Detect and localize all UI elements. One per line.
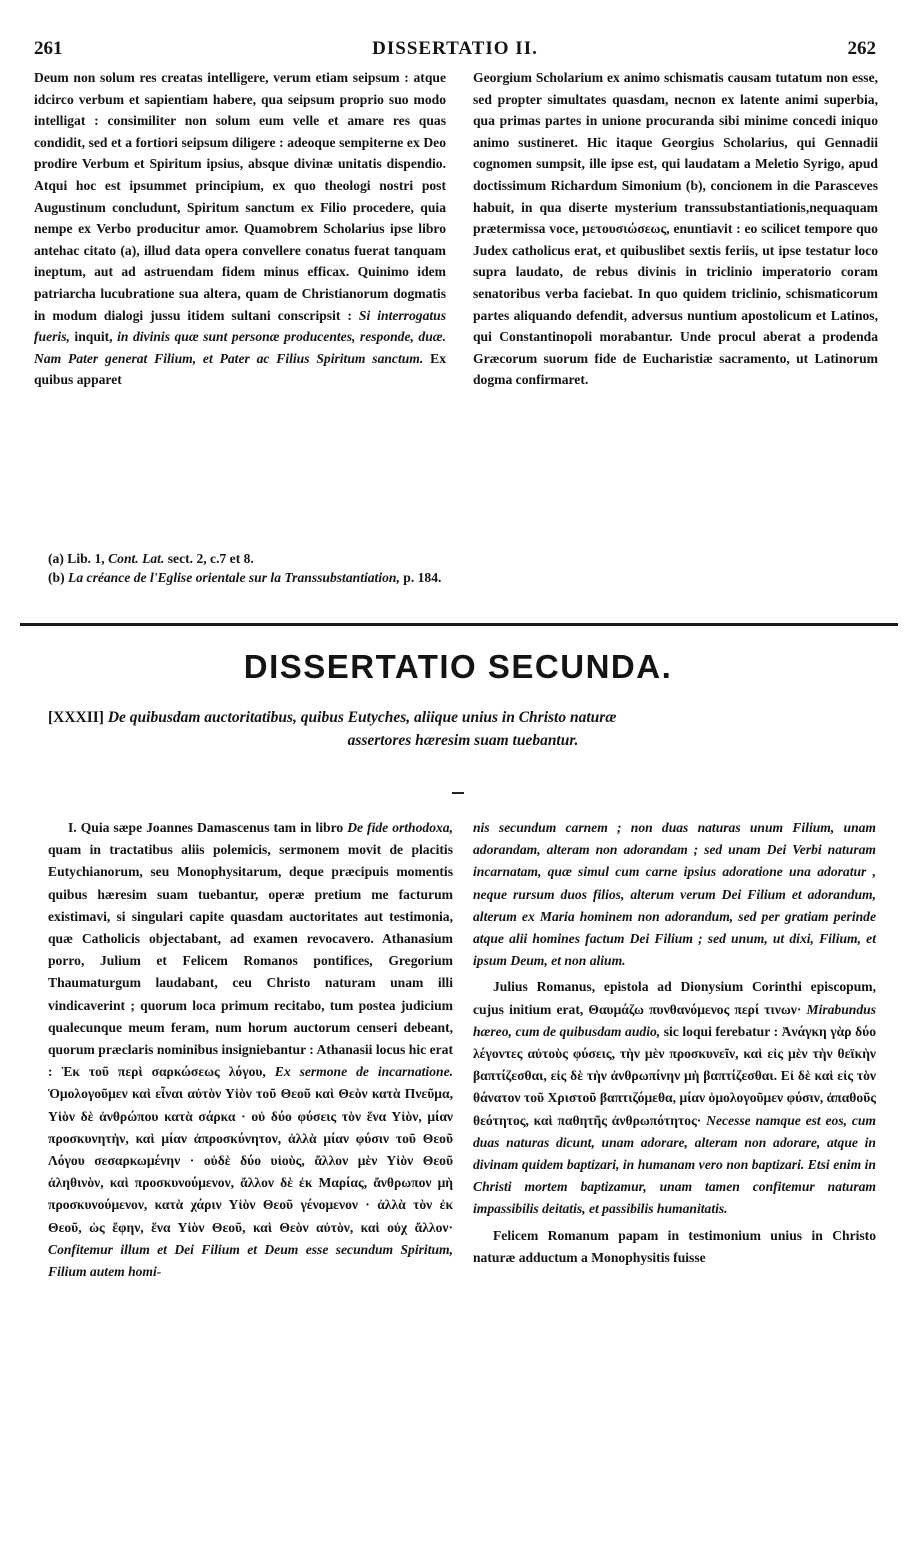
footnotes [48,549,878,587]
dissertation-title: DISSERTATIO SECUNDA. [243,648,673,685]
italic-run: Ex sermone de incarnatione. [274,1064,453,1080]
footnote-mark: (a) [48,551,64,566]
running-title: DISSERTATIO II. [372,38,538,59]
section-heading [48,706,878,752]
running-head [34,38,876,64]
section-number: [XXXII] [48,709,104,726]
footnote-italic: La créance de l'Eglise orientale sur la Transsubstantiation, [68,570,400,585]
italic-run: nis secundum carnem ; non duas naturas unum Filium, unam adorandam, alteram non adorandam ; sed unam Dei Verbi naturam incarnatam, quæ simul cum carne ipsius adoratione una adoratur , neque rursum duos filios, alterum verum Dei Filium et adorandum, alterum ex Maria hominem non adorandum, sed per gratiam perinde atque alii homines factum Dei Filium ; sed unum, ut dixi, Filium, et ipsum Deum, et non alium. [473,820,876,969]
footnote-text: p. 184. [403,570,442,585]
greek-run: Ἐκ τοῦ περὶ σαρκώσεως λόγου, [61,1064,266,1080]
top-left-paragraph [34,67,446,391]
italic-run: De fide orthodoxa, [347,820,454,835]
text-run: Georgium Scholarium ex animo schismatis causam tutatum non esse, sed propter simultates quasdam, necnon ex latente animi superbia, qua primas partes in unione procuranda sibi minime concedi iniquo animo sustineret. Hic itaque Georgius Scholarius, qui Gennadii cognomen sumpsit, ille ipse est, qui laudatam a Meletio Syrigo, apud doctissimum Richardum Simonium (b), concionem in die Parasceves habuit, in qua diserte mysterium transsubstantiationis,nequaquam prætermissa voce, [473,70,878,237]
page-number-left: 261 [34,38,63,59]
paragraph-1-continued [473,817,876,972]
italic-run: Necesse namque est eos, cum duas naturas dicunt, unam adorare, alteram non adorare, atque in divinam quidem baptizari, in humanam vero non baptizari. Etsi enim in Christi mortem baptizamur, unam tamen confitemur naturam impassibilis deitatis, et passibilis humanitatis. [473,1112,876,1217]
italic-run: Confitemur illum et Dei Filium et Deum esse secundum Spiritum, Filium autem homi- [48,1241,453,1280]
bottom-right-column [473,817,876,1269]
page-number-right: 262 [847,38,876,59]
italic-run: in divinis quæ sunt personæ producentes, responde, duæ. Nam Pater generat Filium, et Pater ac Filius Spiritum sanctum. [34,329,446,366]
text-run: Quia sæpe Joannes Damascenus tam in libro [80,820,344,835]
section-title-line1: De quibusdam auctoritatibus, quibus Eutyches, aliique unius in Christo naturæ [107,709,617,726]
text-run: Felicem Romanum papam in testimonium unius in Christo naturæ adductum a Monophysitis fuisse [473,1227,876,1265]
text-run: Ex quibus apparet [34,350,446,388]
greek-run: Θαυμάζω πυνθανόμενος περί τινων· [588,1001,802,1017]
greek-run: Ὁμολογοῦμεν καὶ εἶναι αὐτὸν Υἱὸν τοῦ Θεοῦ καὶ Θεὸν κατὰ Πνεῦμα, Υἱὸν δὲ ἀνθρώπου κατὰ σάρκα · οὐ δύο φύσεις τὸν ἕνα Υἱὸν, μίαν προσκυνητὴν, καὶ μίαν ἀπροσκύνητον, ἀλλὰ μίαν φύσιν τοῦ Θεοῦ Λόγου σεσαρκωμένην · οὐδὲ δύο υἱοὺς, ἄλλον μὲν Υἱὸν Θεοῦ ἀληθινὸν, καὶ προσκυνούμενον, ἄλλον δὲ ἐκ Μαρίας, ἄνθρωπον μὴ προσκυνούμενον, κατὰ χάριν Υἱὸν Θεοῦ γένομενον · ἀλλὰ τὸν ἐκ Θεοῦ, ὡς ἔφην, ἕνα Υἱὸν Θεοῦ, καὶ Θεὸν αὐτὸν, καὶ οὐχ ἄλλον· [48,1086,453,1235]
horizontal-rule [20,623,898,626]
paragraph-felix [473,1225,876,1269]
text-run: Deum non solum res creatas intelligere, verum etiam seipsum : atque idcirco verbum et sapientiam habere, qua seipsum proprio suo modo intelligat : consimiliter non solum eum velle et amare res quas condidit, sed et a fortiori seipsum diligere : adeoque sempiterne ex Deo prodire Verbum et Spiritum ipsius, absque divinæ unitatis dispendio. Atqui hoc est ipsummet principium, ex quo theologi nostri post Augustinum concludunt, Spiritum sanctum ex Filio procedere, quia nempe ex Verbo producitur amor. Quamobrem Scholarius ipse libro antehac citato (a), illud data opera convellere conatus fuerat tanquam ineptum, aut ad astruendam fidem minus efficax. Quinimo idem patriarcha lucubratione sua altera, quam de Christianorum dogmatis in modum dialogi jussu itidem sultani conscripsit : [34,70,446,323]
top-right-column [473,67,878,391]
footnote-text: sect. 2, c.7 et 8. [167,551,254,566]
text-run: Julius Romanus, epistola ad Dionysium Corinthi episcopum, cujus initium erat, [473,979,876,1017]
italic-run: Si interrogatus fueris, [34,307,446,345]
italic-run: Mirabundus hæreo, cum de quibusdam audio, [473,1001,876,1039]
section-title-line2: assertores hæresim suam tuebantur. [347,732,579,749]
text-run: inquit, [74,329,113,345]
top-left-column [34,67,446,391]
paragraph-julius [473,976,876,1220]
footnote-b [48,568,878,587]
separator-dash [452,792,464,794]
footnote-text: Lib. 1, [67,551,105,566]
footnote-italic: Cont. Lat. [108,551,165,566]
footnote-mark: (b) [48,570,65,585]
greek-run: Ἀνάγκη γὰρ δύο λέγοντες αὐτοὺς φύσεις, τὴν μὲν προσκυνεῖν, καὶ εἰς μὲν τὴν θεϊκὴν βαπτίζεσθαι, εἰς δὲ τὴν ἀνθρωπίνην μὴ βαπτίζεσθαι. Εἰ δὲ καὶ εἰς τὸν θάνατον τοῦ Χριστοῦ βαπτιζόμεθα, μίαν ὁμολογοῦμεν φύσιν, ἀπαθοῦς θεότητος, καὶ παθητῆς ἀνθρωπότητος· [473,1023,877,1128]
text-run: sic loqui ferebatur : [663,1023,779,1039]
paragraph-number: I. [68,820,77,835]
bottom-left-column [48,817,453,1283]
top-right-paragraph [473,67,878,391]
text-run: enuntiavit : eo scilicet tempore quo Judex catholicus erat, et quibuslibet sextis feriis, ut ipse testatur loco supra laudato, de rebus divinis in triclinio imperatorio coram senatoribus verba faciebat. In quo quidem triclinio, schismaticorum partes aliquando defendit, adversus nuntium apostolicum et Latinos, qui Constantinopoli morabantur. Unde procul aberat a prodenda Græcorum suorum fide de Eucharistiæ sacramento, ut Latinorum dogma confirmaret. [473,221,878,388]
section-heading-line1 [48,706,878,729]
footnote-a [48,549,878,568]
text-run: quam in tractatibus aliis polemicis, sermonem movit de placitis Eutychianorum, seu Monophysitarum, deque præcipuis momentis quibus hæresim suam tuebantur, operæ pretium me facturum existimavi, si singulari capite quasdam auctoritates aut testimonia, quæ Catholicis objectabant, ad examen revocavero. Athanasium porro, Julium et Felicem Romanos pontifices, Gregorium Thaumaturgum laudabant, ceu Christo naturam unam illi vindicaverint ; quorum loca primum recitabo, tum postea judicium qualecunque meum feram, num horum auctorum censeri debeant, quorum præclaris nominibus insigniebantur : Athanasii locus hic erat : [48,842,453,1080]
greek-run: μετουσιώσεως, [582,221,670,237]
paragraph-1 [48,817,453,1283]
